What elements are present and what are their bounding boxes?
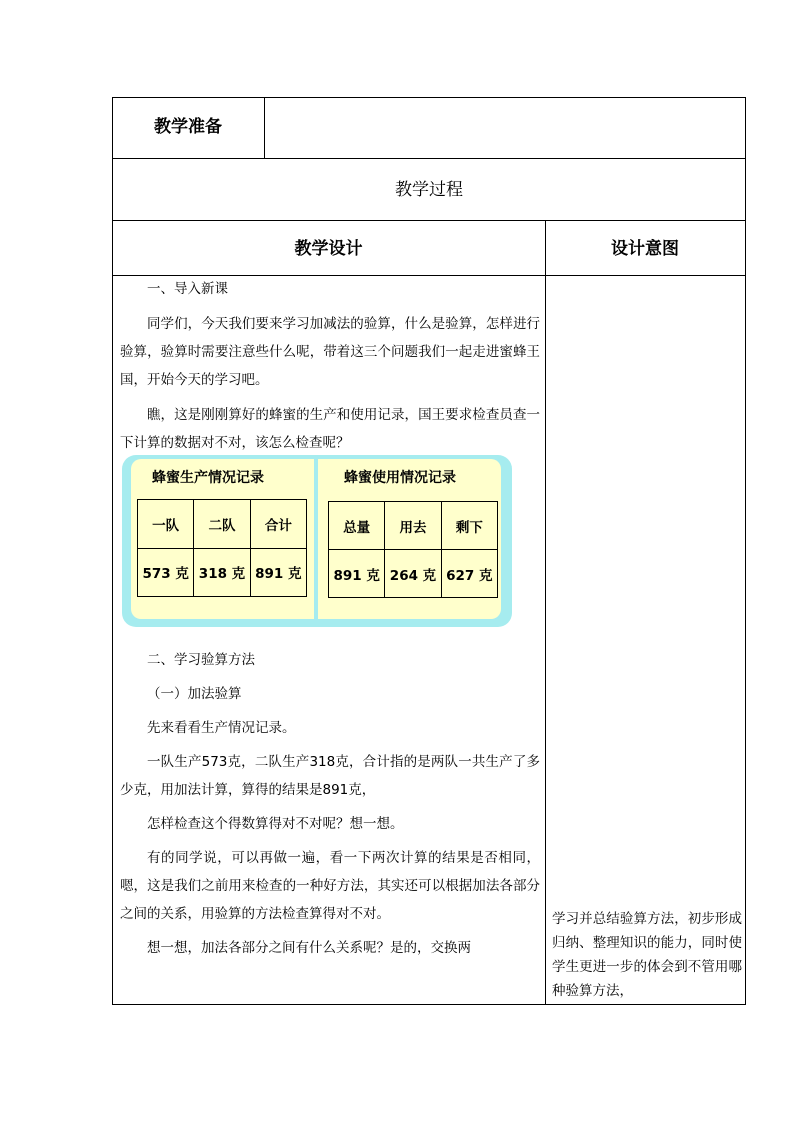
subsection-title: （一）加法验算	[147, 686, 242, 702]
lesson-intro	[120, 275, 540, 457]
paragraph: 一队生产573克，二队生产318克，合计指的是两队一共生产了多少克，用加法计算，算得的结果是891克，	[120, 754, 540, 798]
table-right-border	[745, 97, 746, 1005]
usage-value: 627 克	[441, 550, 497, 598]
table-bottom-border	[112, 1004, 746, 1005]
paragraph: 先来看看生产情况记录。	[147, 720, 296, 736]
paragraph: 有的同学说，可以再做一遍，看一下两次计算的结果是否相同，嗯，这是我们之前用来检查的一种好方法，其实还可以根据加法各部分之间的关系，用验算的方法检查算得对不对。	[120, 850, 540, 922]
production-header: 合计	[250, 500, 306, 549]
paragraph: 想一想，加法各部分之间有什么关系呢？是的，交换两	[147, 940, 471, 956]
prep-label: 教学准备	[154, 117, 222, 137]
usage-header: 用去	[385, 502, 441, 550]
usage-value: 264 克	[385, 550, 441, 598]
production-header: 一队	[138, 500, 194, 549]
usage-title: 蜂蜜使用情况记录	[344, 470, 456, 486]
section-title-method: 二、学习验算方法	[147, 652, 255, 668]
intent-label: 设计意图	[611, 239, 679, 259]
row-divider	[112, 158, 746, 159]
paragraph: 瞧，这是刚刚算好的蜂蜜的生产和使用记录，国王要求检查员查一下计算的数据对不对，该怎么检查呢？	[120, 407, 540, 451]
production-value: 891 克	[250, 548, 306, 597]
production-header: 二队	[194, 500, 250, 549]
paragraph: 同学们，今天我们要来学习加减法的验算，什么是验算，怎样进行验算，验算时需要注意些什么呢，带着这三个问题我们一起走进蜜蜂王国，开始今天的学习吧。	[120, 316, 540, 388]
production-value: 318 克	[194, 548, 250, 597]
paragraph: 怎样检查这个得数算得对不对呢？想一想。	[147, 816, 404, 832]
usage-header: 剩下	[441, 502, 497, 550]
usage-table	[328, 501, 498, 598]
column-divider	[545, 220, 546, 1005]
process-label: 教学过程	[395, 180, 463, 200]
table-top-border	[112, 97, 746, 98]
production-title: 蜂蜜生产情况记录	[152, 470, 264, 486]
lesson-method	[120, 646, 540, 962]
production-table	[137, 499, 307, 597]
usage-value: 891 克	[329, 550, 385, 598]
design-label: 教学设计	[294, 239, 363, 259]
usage-header: 总量	[329, 502, 385, 550]
design-intent-note: 学习并总结验算方法，初步形成归纳、整理知识的能力，同时使学生更进一步的体会到不管用哪种验算方法，	[552, 911, 742, 999]
prep-divider	[264, 97, 265, 158]
section-title-intro: 一、导入新课	[147, 281, 228, 297]
production-value: 573 克	[138, 548, 194, 597]
row-divider	[112, 220, 746, 221]
honey-records-panel	[122, 455, 512, 627]
